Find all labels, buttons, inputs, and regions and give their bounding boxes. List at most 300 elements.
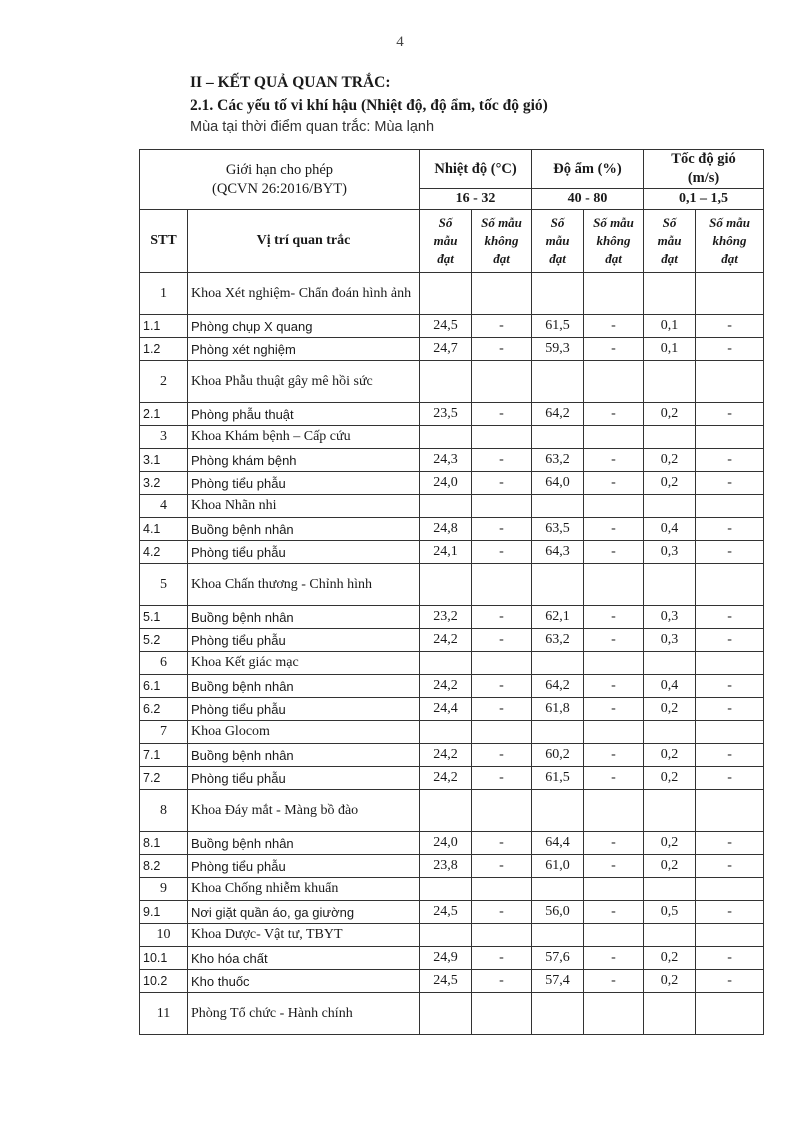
temperature-fail: -	[472, 338, 532, 361]
temperature-fail: -	[472, 698, 532, 721]
group-name: Khoa Chấn thương - Chỉnh hình	[188, 564, 420, 606]
humidity-fail: -	[584, 315, 644, 338]
location-name: Phòng tiểu phẫu	[188, 629, 420, 652]
humidity-fail: -	[584, 698, 644, 721]
subheader-line: không	[484, 233, 519, 248]
location-name: Phòng khám bệnh	[188, 449, 420, 472]
wind-pass: 0,2	[644, 767, 696, 790]
empty-cell	[472, 564, 532, 606]
empty-cell	[420, 924, 472, 947]
empty-cell	[420, 273, 472, 315]
empty-cell	[472, 361, 532, 403]
table-row	[140, 970, 764, 993]
humidity-pass: 61,5	[532, 315, 584, 338]
temperature-pass: 24,4	[420, 698, 472, 721]
empty-cell	[532, 564, 584, 606]
temp-pass-subheader	[420, 210, 472, 273]
row-number: 5.2	[140, 629, 188, 652]
humidity-pass-subheader	[532, 210, 584, 273]
humidity-pass: 64,0	[532, 472, 584, 495]
row-number: 8.1	[140, 832, 188, 855]
group-number: 1	[140, 273, 188, 315]
empty-cell	[532, 361, 584, 403]
empty-cell	[696, 426, 764, 449]
group-number: 10	[140, 924, 188, 947]
empty-cell	[472, 993, 532, 1035]
wind-pass: 0,5	[644, 901, 696, 924]
table-row	[140, 947, 764, 970]
empty-cell	[696, 564, 764, 606]
temperature-pass: 24,2	[420, 675, 472, 698]
wind-fail: -	[696, 338, 764, 361]
subheader-line: mẫu	[657, 233, 682, 248]
empty-cell	[532, 878, 584, 901]
wind-fail: -	[696, 947, 764, 970]
row-number: 8.2	[140, 855, 188, 878]
empty-cell	[584, 924, 644, 947]
group-name: Khoa Dược- Vật tư, TBYT	[188, 924, 420, 947]
table-row	[140, 767, 764, 790]
group-name: Khoa Đáy mắt - Màng bồ đào	[188, 790, 420, 832]
humidity-pass: 60,2	[532, 744, 584, 767]
humidity-fail: -	[584, 338, 644, 361]
empty-cell	[644, 564, 696, 606]
temperature-pass: 23,5	[420, 403, 472, 426]
empty-cell	[696, 993, 764, 1035]
empty-cell	[644, 361, 696, 403]
location-name: Kho hóa chất	[188, 947, 420, 970]
empty-cell	[584, 495, 644, 518]
wind-fail: -	[696, 832, 764, 855]
temperature-fail: -	[472, 541, 532, 564]
group-row	[140, 273, 764, 315]
empty-cell	[420, 721, 472, 744]
wind-pass: 0,2	[644, 855, 696, 878]
row-number: 6.2	[140, 698, 188, 721]
humidity-fail: -	[584, 832, 644, 855]
empty-cell	[644, 426, 696, 449]
wind-fail: -	[696, 518, 764, 541]
group-name: Khoa Kết giác mạc	[188, 652, 420, 675]
empty-cell	[472, 790, 532, 832]
humidity-fail: -	[584, 744, 644, 767]
row-number: 6.1	[140, 675, 188, 698]
temperature-fail: -	[472, 744, 532, 767]
humidity-pass: 56,0	[532, 901, 584, 924]
temperature-range: 16 - 32	[420, 189, 532, 210]
empty-cell	[472, 721, 532, 744]
table-row	[140, 832, 764, 855]
empty-cell	[584, 993, 644, 1035]
limit-label: Giới hạn cho phép	[225, 161, 334, 178]
subheader-line: không	[596, 233, 631, 248]
empty-cell	[532, 790, 584, 832]
season-note: Mùa tại thời điểm quan trắc: Mùa lạnh	[190, 119, 435, 135]
wind-fail: -	[696, 767, 764, 790]
group-name: Khoa Glocom	[188, 721, 420, 744]
wind-fail: -	[696, 403, 764, 426]
temperature-fail: -	[472, 901, 532, 924]
row-number: 10.1	[140, 947, 188, 970]
section-title: II – KẾT QUẢ QUAN TRẮC:	[190, 74, 391, 91]
temperature-fail: -	[472, 675, 532, 698]
wind-pass: 0,2	[644, 970, 696, 993]
wind-pass: 0,2	[644, 947, 696, 970]
wind-fail: -	[696, 472, 764, 495]
temperature-pass: 23,2	[420, 606, 472, 629]
group-number: 8	[140, 790, 188, 832]
empty-cell	[532, 273, 584, 315]
empty-cell	[420, 426, 472, 449]
location-name: Phòng phẫu thuật	[188, 403, 420, 426]
humidity-fail-subheader	[584, 210, 644, 273]
humidity-fail: -	[584, 606, 644, 629]
subheader-line: mẫu	[433, 233, 458, 248]
wind-fail: -	[696, 698, 764, 721]
table-row	[140, 675, 764, 698]
temperature-fail: -	[472, 947, 532, 970]
location-header: Vị trí quan trắc	[188, 210, 420, 273]
group-row	[140, 361, 764, 403]
empty-cell	[420, 564, 472, 606]
table-row	[140, 338, 764, 361]
empty-cell	[472, 924, 532, 947]
empty-cell	[584, 564, 644, 606]
subheader-line: đạt	[493, 251, 510, 266]
empty-cell	[532, 721, 584, 744]
wind-pass: 0,2	[644, 403, 696, 426]
table-row	[140, 629, 764, 652]
empty-cell	[696, 361, 764, 403]
row-number: 4.1	[140, 518, 188, 541]
humidity-fail: -	[584, 767, 644, 790]
subheader-line: đạt	[605, 251, 622, 266]
location-name: Phòng tiểu phẫu	[188, 698, 420, 721]
empty-cell	[696, 273, 764, 315]
humidity-pass: 63,2	[532, 629, 584, 652]
wind-fail: -	[696, 855, 764, 878]
group-row	[140, 878, 764, 901]
subheader-line: Số	[662, 215, 677, 230]
empty-cell	[584, 878, 644, 901]
empty-cell	[532, 652, 584, 675]
table-row	[140, 698, 764, 721]
humidity-pass: 63,2	[532, 449, 584, 472]
humidity-fail: -	[584, 518, 644, 541]
table-row	[140, 403, 764, 426]
table-row	[140, 855, 764, 878]
wind-header	[644, 150, 764, 189]
wind-unit: (m/s)	[687, 170, 720, 186]
location-name: Phòng tiểu phẫu	[188, 541, 420, 564]
empty-cell	[472, 495, 532, 518]
wind-fail: -	[696, 901, 764, 924]
empty-cell	[584, 426, 644, 449]
empty-cell	[696, 721, 764, 744]
wind-pass: 0,3	[644, 606, 696, 629]
temperature-fail: -	[472, 855, 532, 878]
group-number: 6	[140, 652, 188, 675]
temperature-pass: 24,3	[420, 449, 472, 472]
location-name: Phòng chụp X quang	[188, 315, 420, 338]
wind-pass: 0,4	[644, 675, 696, 698]
table-row	[140, 472, 764, 495]
subheader-line: đạt	[661, 251, 678, 266]
group-number: 3	[140, 426, 188, 449]
empty-cell	[644, 993, 696, 1035]
empty-cell	[532, 993, 584, 1035]
wind-fail: -	[696, 541, 764, 564]
wind-pass: 0,2	[644, 698, 696, 721]
subheader-line: đạt	[437, 251, 454, 266]
location-name: Buồng bệnh nhân	[188, 518, 420, 541]
row-number: 7.1	[140, 744, 188, 767]
group-number: 5	[140, 564, 188, 606]
temperature-fail: -	[472, 472, 532, 495]
row-number: 3.2	[140, 472, 188, 495]
empty-cell	[532, 426, 584, 449]
temperature-fail: -	[472, 832, 532, 855]
group-number: 7	[140, 721, 188, 744]
temperature-pass: 24,2	[420, 767, 472, 790]
empty-cell	[472, 652, 532, 675]
location-name: Buồng bệnh nhân	[188, 675, 420, 698]
humidity-pass: 59,3	[532, 338, 584, 361]
group-name: Phòng Tổ chức - Hành chính	[188, 993, 420, 1035]
location-name: Phòng tiểu phẫu	[188, 472, 420, 495]
temperature-fail: -	[472, 629, 532, 652]
limit-header	[140, 150, 420, 210]
temperature-pass: 24,9	[420, 947, 472, 970]
group-row	[140, 495, 764, 518]
empty-cell	[696, 652, 764, 675]
wind-pass: 0,1	[644, 338, 696, 361]
empty-cell	[584, 721, 644, 744]
group-name: Khoa Xét nghiệm- Chẩn đoán hình ảnh	[188, 273, 420, 315]
temperature-fail: -	[472, 403, 532, 426]
location-name: Phòng tiểu phẫu	[188, 855, 420, 878]
table-row	[140, 541, 764, 564]
humidity-fail: -	[584, 970, 644, 993]
humidity-range: 40 - 80	[532, 189, 644, 210]
temperature-pass: 24,0	[420, 832, 472, 855]
empty-cell	[584, 652, 644, 675]
temperature-pass: 24,8	[420, 518, 472, 541]
table-row	[140, 744, 764, 767]
empty-cell	[532, 495, 584, 518]
subheader-line: Số mẫu	[481, 215, 522, 230]
humidity-fail: -	[584, 541, 644, 564]
wind-fail: -	[696, 315, 764, 338]
limit-standard: (QCVN 26:2016/BYT)	[212, 180, 347, 197]
empty-cell	[420, 790, 472, 832]
row-number: 10.2	[140, 970, 188, 993]
humidity-pass: 64,2	[532, 403, 584, 426]
temperature-fail: -	[472, 767, 532, 790]
temperature-pass: 24,5	[420, 970, 472, 993]
page-number: 4	[396, 34, 404, 50]
wind-pass: 0,2	[644, 449, 696, 472]
subheader-line: Số	[438, 215, 453, 230]
location-name: Nơi giặt quần áo, ga giường	[188, 901, 420, 924]
location-name: Buồng bệnh nhân	[188, 744, 420, 767]
humidity-fail: -	[584, 449, 644, 472]
group-row	[140, 652, 764, 675]
subheader-line: đạt	[549, 251, 566, 266]
wind-pass: 0,3	[644, 541, 696, 564]
temperature-fail: -	[472, 449, 532, 472]
subheader-line: đạt	[721, 251, 738, 266]
wind-fail: -	[696, 629, 764, 652]
wind-pass: 0,2	[644, 832, 696, 855]
empty-cell	[420, 495, 472, 518]
empty-cell	[472, 878, 532, 901]
temperature-pass: 24,7	[420, 338, 472, 361]
group-number: 4	[140, 495, 188, 518]
humidity-fail: -	[584, 472, 644, 495]
empty-cell	[472, 426, 532, 449]
empty-cell	[644, 924, 696, 947]
group-row	[140, 790, 764, 832]
wind-pass: 0,1	[644, 315, 696, 338]
empty-cell	[696, 924, 764, 947]
temperature-header: Nhiệt độ (°C)	[420, 150, 532, 189]
row-number: 4.2	[140, 541, 188, 564]
subheader-line: Số mẫu	[709, 215, 750, 230]
humidity-fail: -	[584, 403, 644, 426]
group-row	[140, 426, 764, 449]
wind-fail: -	[696, 449, 764, 472]
empty-cell	[644, 790, 696, 832]
empty-cell	[644, 878, 696, 901]
stt-header: STT	[140, 210, 188, 273]
table-row	[140, 606, 764, 629]
location-name: Buồng bệnh nhân	[188, 832, 420, 855]
row-number: 1.1	[140, 315, 188, 338]
empty-cell	[644, 273, 696, 315]
empty-cell	[420, 361, 472, 403]
temperature-fail: -	[472, 518, 532, 541]
wind-pass: 0,2	[644, 472, 696, 495]
location-name: Kho thuốc	[188, 970, 420, 993]
location-name: Buồng bệnh nhân	[188, 606, 420, 629]
group-row	[140, 924, 764, 947]
group-number: 11	[140, 993, 188, 1035]
humidity-pass: 57,4	[532, 970, 584, 993]
humidity-header: Độ ẩm (%)	[532, 150, 644, 189]
temperature-fail: -	[472, 970, 532, 993]
subheader-line: mẫu	[545, 233, 570, 248]
empty-cell	[532, 924, 584, 947]
humidity-pass: 64,2	[532, 675, 584, 698]
temperature-fail: -	[472, 606, 532, 629]
empty-cell	[472, 273, 532, 315]
location-name: Phòng xét nghiệm	[188, 338, 420, 361]
row-number: 1.2	[140, 338, 188, 361]
empty-cell	[644, 495, 696, 518]
empty-cell	[420, 652, 472, 675]
humidity-pass: 64,3	[532, 541, 584, 564]
wind-fail: -	[696, 606, 764, 629]
empty-cell	[696, 495, 764, 518]
empty-cell	[696, 790, 764, 832]
group-row	[140, 721, 764, 744]
table-row	[140, 518, 764, 541]
location-name: Phòng tiểu phẫu	[188, 767, 420, 790]
group-number: 9	[140, 878, 188, 901]
humidity-pass: 64,4	[532, 832, 584, 855]
humidity-fail: -	[584, 629, 644, 652]
row-number: 7.2	[140, 767, 188, 790]
wind-pass: 0,2	[644, 744, 696, 767]
subheader-line: không	[712, 233, 747, 248]
wind-fail: -	[696, 970, 764, 993]
group-name: Khoa Khám bệnh – Cấp cứu	[188, 426, 420, 449]
group-row	[140, 993, 764, 1035]
temperature-pass: 24,2	[420, 629, 472, 652]
wind-pass: 0,3	[644, 629, 696, 652]
empty-cell	[420, 993, 472, 1035]
wind-range: 0,1 – 1,5	[644, 189, 764, 210]
humidity-pass: 61,0	[532, 855, 584, 878]
group-row	[140, 564, 764, 606]
wind-fail: -	[696, 744, 764, 767]
group-name: Khoa Chống nhiễm khuẩn	[188, 878, 420, 901]
humidity-pass: 63,5	[532, 518, 584, 541]
temperature-pass: 24,5	[420, 315, 472, 338]
humidity-fail: -	[584, 855, 644, 878]
subheader-line: Số	[550, 215, 565, 230]
subheader-line: Số mẫu	[593, 215, 634, 230]
row-number: 9.1	[140, 901, 188, 924]
humidity-fail: -	[584, 947, 644, 970]
temperature-pass: 24,5	[420, 901, 472, 924]
humidity-fail: -	[584, 901, 644, 924]
temperature-pass: 24,0	[420, 472, 472, 495]
humidity-pass: 62,1	[532, 606, 584, 629]
empty-cell	[584, 273, 644, 315]
empty-cell	[584, 790, 644, 832]
temperature-pass: 23,8	[420, 855, 472, 878]
temp-fail-subheader	[472, 210, 532, 273]
row-number: 2.1	[140, 403, 188, 426]
group-name: Khoa Nhãn nhi	[188, 495, 420, 518]
temperature-pass: 24,1	[420, 541, 472, 564]
row-number: 5.1	[140, 606, 188, 629]
group-name: Khoa Phẫu thuật gây mê hồi sức	[188, 361, 420, 403]
empty-cell	[420, 878, 472, 901]
humidity-pass: 61,8	[532, 698, 584, 721]
humidity-pass: 57,6	[532, 947, 584, 970]
humidity-fail: -	[584, 675, 644, 698]
group-number: 2	[140, 361, 188, 403]
row-number: 3.1	[140, 449, 188, 472]
results-table	[139, 149, 764, 1035]
subsection-title: 2.1. Các yếu tố vi khí hậu (Nhiệt độ, độ ẩm, tốc độ gió)	[190, 97, 548, 114]
temperature-pass: 24,2	[420, 744, 472, 767]
wind-fail-subheader	[696, 210, 764, 273]
table-row	[140, 449, 764, 472]
empty-cell	[644, 652, 696, 675]
empty-cell	[644, 721, 696, 744]
empty-cell	[584, 361, 644, 403]
wind-pass: 0,4	[644, 518, 696, 541]
wind-label: Tốc độ gió	[671, 151, 736, 167]
temperature-fail: -	[472, 315, 532, 338]
table-row	[140, 315, 764, 338]
table-body	[140, 273, 764, 1035]
empty-cell	[696, 878, 764, 901]
